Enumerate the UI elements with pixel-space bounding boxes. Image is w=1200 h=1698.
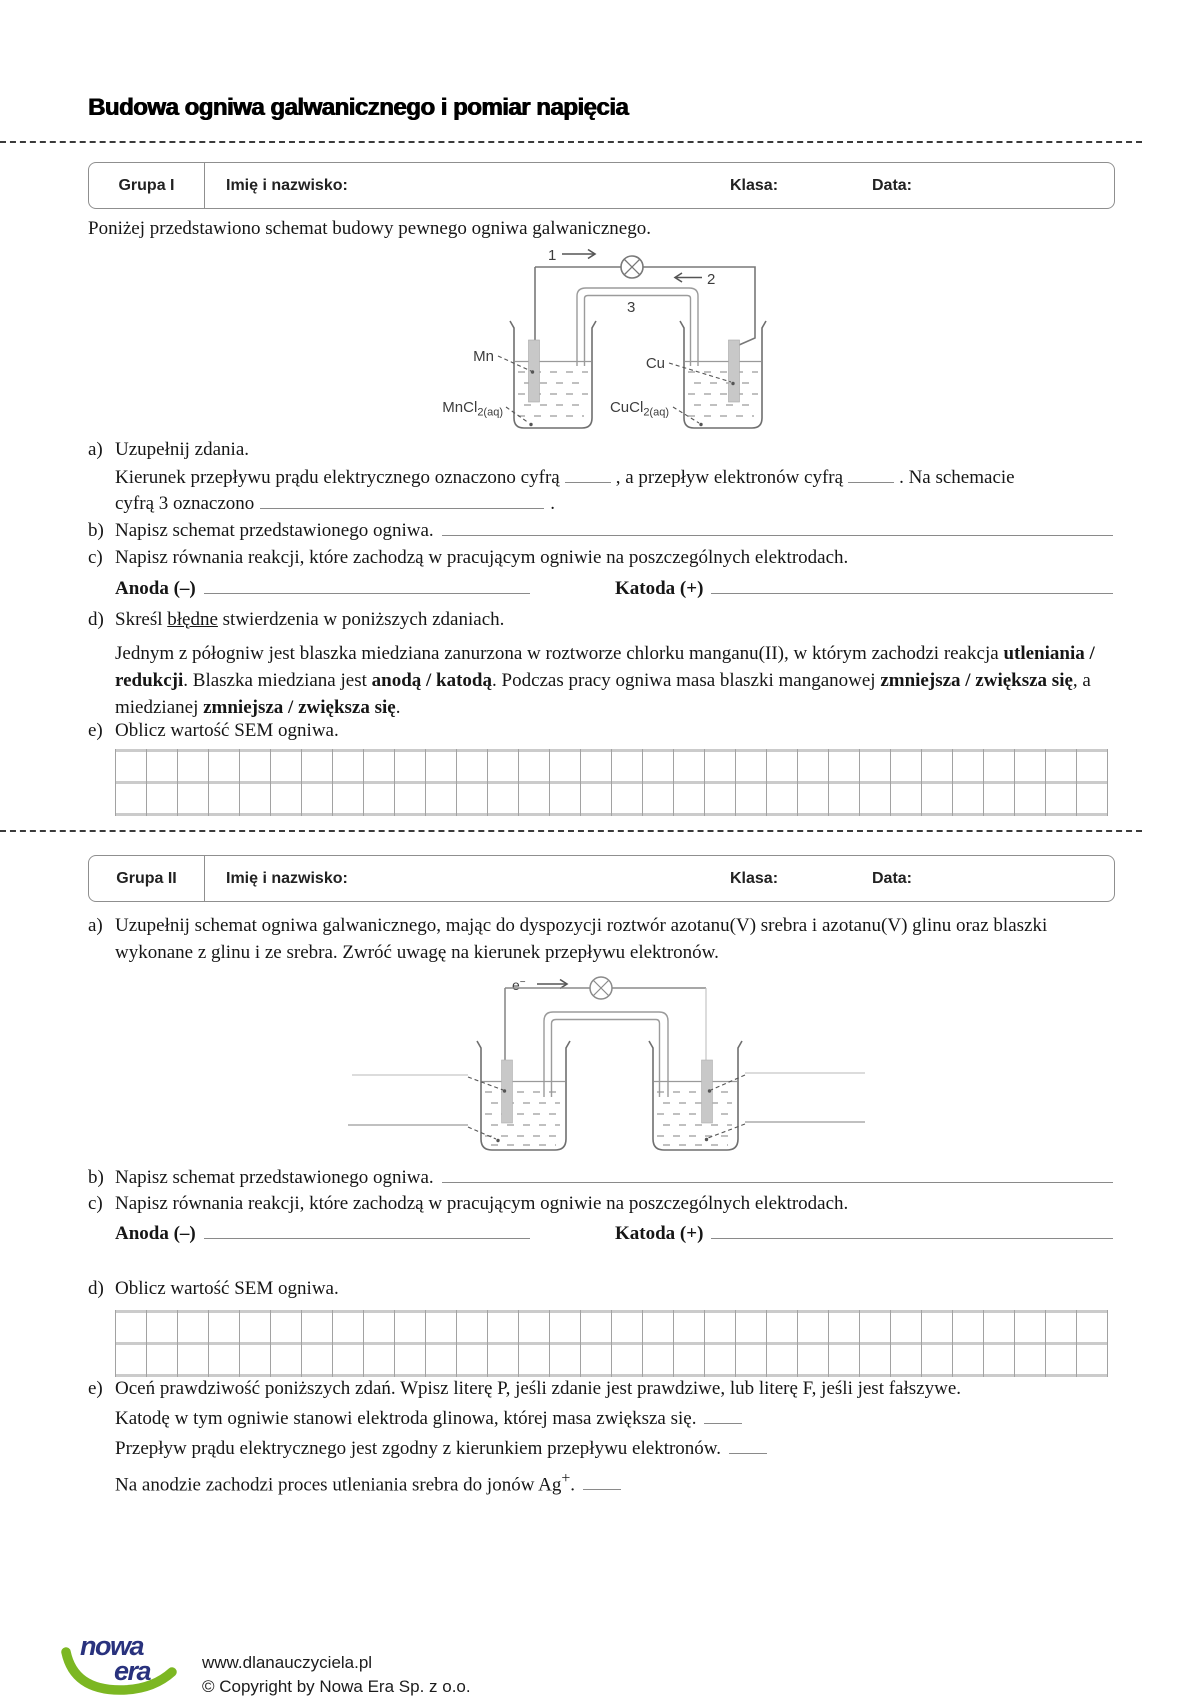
date-label: Data: (872, 869, 913, 887)
task2-e: e) Oceń prawdziwość poniższych zdań. Wpisz literę P, jeśli zdanie jest prawdziwe, lub literę F, jeśli jest fałszywe. (88, 1378, 962, 1399)
task2-c: c) Napisz równania reakcji, które zachodzą w pracującym ogniwie na poszczególnych elektrodach. (88, 1193, 849, 1214)
page-title: Budowa ogniwa galwanicznego i pomiar napięcia (88, 94, 629, 121)
answer-line (442, 1167, 1113, 1183)
salt-bridge (577, 288, 698, 366)
task1-b: b) Napisz schemat przedstawionego ogniwa. (88, 520, 1113, 542)
galvanic-cell-diagram-1 (410, 235, 790, 440)
svg-text:2: 2 (707, 271, 716, 288)
task1-c: c) Napisz równania reakcji, które zachodzą w pracującym ogniwie na poszczególnych elektrodach. (88, 547, 849, 568)
task1-a: a) Uzupełnij zdania. (88, 439, 250, 460)
electrode-cu (729, 340, 740, 402)
task2-b: b) Napisz schemat przedstawionego ogniwa. (88, 1167, 1113, 1189)
task1-d-paragraph: Jednym z półogniw jest blaszka miedziana zanurzona w roztworze chlorku manganu(II), w którym zachodzi reakcja utleniania / redukcji. Blaszka miedziana jest anodą / katodą. Podczas pracy ogniwa masa blaszki manganowej zmniejsza / zwiększa się, a miedzianej zmniejsza / zwiększa się. (115, 643, 1095, 718)
dashed-divider-middle (0, 830, 1142, 832)
bulb-icon (621, 256, 643, 278)
salt-bridge (544, 1012, 668, 1097)
date-label: Data: (872, 176, 913, 194)
task2-a: a) Uzupełnij schemat ogniwa galwanicznego, mając do dyspozycji roztwór azotanu(V) srebra i azotanu(V) glinu oraz blaszki (88, 915, 1048, 936)
pf-blank (729, 1438, 767, 1454)
group1-header-table (88, 162, 1115, 209)
task1-a-sentence2: cyfrą 3 oznaczono . (115, 493, 556, 514)
galvanic-cell-diagram-2 (330, 963, 890, 1163)
calculation-grid-2 (115, 1310, 1108, 1377)
task1-anode-row: Anoda (–) (115, 578, 530, 600)
solution-dashes (485, 1092, 734, 1145)
footer-copyright: © Copyright by Nowa Era Sp. z o.o. (202, 1677, 471, 1696)
mncl2-label: MnCl$_{2(aq)}$ (442, 399, 503, 419)
nowa-era-logo-line1: nowa (80, 1631, 144, 1661)
bulb-icon (590, 977, 612, 999)
salt-bridge-number: 3 (627, 299, 636, 316)
wires (535, 267, 755, 345)
task2-a-line2: wykonane z glinu i ze srebra. Zwróć uwagę na kierunek przepływu elektronów. (115, 942, 719, 963)
name-label: Imię i nazwisko: (226, 176, 348, 194)
task2-anode-row: Anoda (–) (115, 1223, 530, 1245)
cu-label: Cu (645, 355, 665, 372)
name-label: Imię i nazwisko: (226, 869, 348, 887)
leader-dots (496, 1089, 711, 1142)
cucl2-label: CuCl$_{2(aq)}$ (609, 399, 669, 419)
footer-url: www.dlanauczyciela.pl (202, 1653, 373, 1672)
task1-d: d) Skreśl błędne stwierdzenia w poniższych zdaniach. (88, 609, 505, 630)
group1-intro: Poniżej przedstawiono schemat budowy pewnego ogniwa galwanicznego. (88, 218, 651, 239)
current-arrow-1 (548, 247, 595, 264)
answer-blank (565, 467, 611, 483)
nowa-era-logo-line2: era (114, 1656, 151, 1686)
anode-answer-line (204, 578, 530, 594)
group2-header-table (88, 855, 1115, 902)
task2-statement-1: Katodę w tym ogniwie stanowi elektroda glinowa, której masa zwiększa się. (115, 1408, 1113, 1430)
cathode-answer-line (711, 1223, 1113, 1239)
task1-cathode-row: Katoda (+) (615, 578, 1113, 600)
electron-flow-label (512, 977, 567, 993)
task2-d: d) Oblicz wartość SEM ogniwa. (88, 1278, 339, 1299)
task2-cathode-row: Katoda (+) (615, 1223, 1113, 1245)
mn-label: Mn (473, 348, 494, 365)
dashed-divider-top (0, 141, 1142, 143)
class-label: Klasa: (730, 869, 779, 887)
task1-e: e) Oblicz wartość SEM ogniwa. (88, 720, 339, 741)
pf-blank (583, 1474, 621, 1490)
fill-in-label-lines (348, 1073, 865, 1125)
group1-label: Grupa I (89, 163, 205, 208)
cathode-answer-line (711, 578, 1113, 594)
pf-blank (704, 1408, 742, 1424)
calculation-grid-1 (115, 749, 1108, 816)
task2-statement-3: Na anodzie zachodzi proces utleniania srebra do jonów Ag+. (115, 1468, 1113, 1496)
answer-blank (848, 467, 894, 483)
svg-text:e−: e− (512, 977, 526, 993)
electron-arrow-2 (675, 271, 715, 288)
wires (505, 988, 706, 1061)
answer-blank (260, 493, 544, 509)
anode-answer-line (204, 1223, 530, 1239)
task1-a-sentence1: Kierunek przepływu prądu elektrycznego oznaczono cyfrą , a przepływ elektronów cyfrą . Na schemacie (115, 467, 1015, 488)
group2-label: Grupa II (89, 856, 205, 901)
class-label: Klasa: (730, 176, 779, 194)
task2-statement-2: Przepływ prądu elektrycznego jest zgodny z kierunkiem przepływu elektronów. (115, 1438, 1113, 1460)
answer-line (442, 520, 1113, 536)
svg-text:1: 1 (548, 247, 557, 264)
